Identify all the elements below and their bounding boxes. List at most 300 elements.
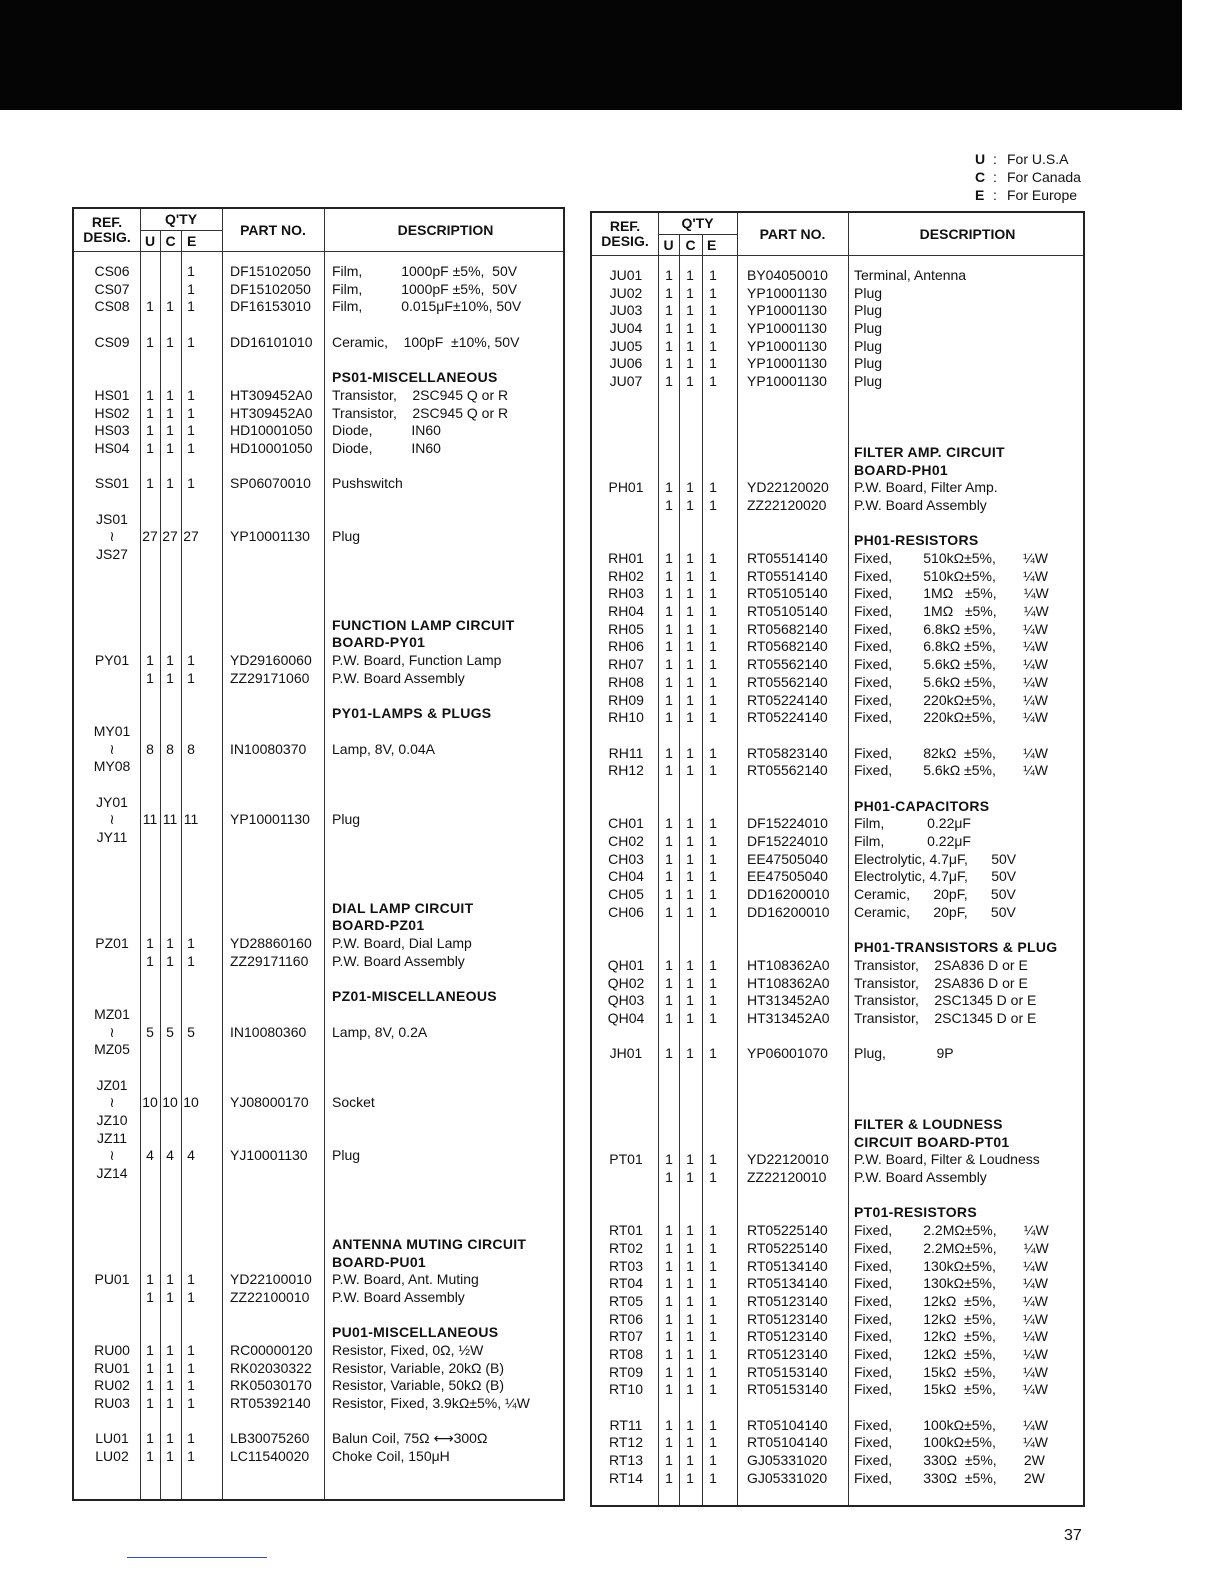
header-desig: DESIG. <box>601 233 649 249</box>
qty-c-cell: 1 <box>686 1434 694 1451</box>
table-row <box>74 263 563 281</box>
table-row <box>74 334 563 352</box>
description-cell: Fixed, 100kΩ±5%, ¼W <box>854 1434 1048 1451</box>
part-no-cell: YD22100010 <box>230 1271 312 1288</box>
qty-u-cell: 1 <box>146 952 154 969</box>
qty-u-cell: 1 <box>665 1328 673 1345</box>
qty-e-cell: 1 <box>709 267 717 283</box>
qty-u-cell: 1 <box>665 567 673 584</box>
section-heading: PH01-TRANSISTORS & PLUG <box>854 939 1058 956</box>
table-row <box>592 975 1083 993</box>
ref-desig-cell: MZ05 <box>94 1041 130 1058</box>
ref-desig-cell: JH01 <box>609 1045 643 1062</box>
table-row <box>74 935 563 953</box>
qty-u-cell: 1 <box>146 1271 154 1288</box>
qty-c-cell: 1 <box>166 1430 174 1447</box>
ref-desig-cell: RT07 <box>609 1328 643 1345</box>
table-row <box>592 497 1083 515</box>
qty-c-cell: 1 <box>166 386 174 403</box>
ref-desig-cell: RH04 <box>608 603 644 620</box>
table-row <box>592 1028 1083 1046</box>
header-description: DESCRIPTION <box>919 226 1016 242</box>
qty-c-cell: 1 <box>686 267 694 283</box>
description-cell: Transistor, 2SC945 Q or R <box>332 404 509 421</box>
ref-desig-cell: MY01 <box>93 722 131 739</box>
qty-c-cell: 1 <box>166 1288 174 1305</box>
ref-desig-cell: RH10 <box>608 709 644 726</box>
description-cell: Fixed, 12kΩ ±5%, ¼W <box>854 1310 1048 1327</box>
qty-u-cell: 1 <box>665 496 673 513</box>
qty-u-cell: 1 <box>665 1469 673 1486</box>
table-row <box>74 493 563 511</box>
description-cell: Socket <box>332 1094 375 1111</box>
qty-e-cell: 1 <box>709 691 717 708</box>
qty-c-cell: 1 <box>686 833 694 849</box>
qty-e-cell: 1 <box>187 439 195 456</box>
part-no-cell: YJ08000170 <box>230 1094 309 1111</box>
section-heading: PY01-LAMPS & PLUGS <box>332 705 492 722</box>
qty-e-cell: 10 <box>183 1094 199 1111</box>
description-cell: Pushswitch <box>332 475 403 492</box>
table-row <box>592 1381 1083 1399</box>
legend-colon: : <box>993 169 997 185</box>
section-heading: PT01-RESISTORS <box>854 1204 977 1221</box>
table-row <box>592 904 1083 922</box>
qty-c-cell: 1 <box>686 567 694 584</box>
ref-desig-cell: JZ01 <box>96 1076 128 1093</box>
ref-desig-cell: ≀ <box>109 1094 115 1111</box>
part-no-cell: DD16200010 <box>747 886 830 903</box>
table-row <box>592 1311 1083 1329</box>
qty-c-cell: 1 <box>686 1363 694 1380</box>
table-row <box>74 811 563 829</box>
qty-e-cell: 1 <box>709 1275 717 1292</box>
part-no-cell: RT05682140 <box>747 620 828 637</box>
qty-c-cell: 1 <box>166 333 174 350</box>
qty-c-cell: 1 <box>686 762 694 779</box>
ref-desig-cell: ≀ <box>109 811 115 828</box>
description-cell: Film, 0.22μF <box>854 833 971 849</box>
description-cell: Fixed, 2.2MΩ±5%, ¼W <box>854 1222 1049 1239</box>
qty-u-cell: 1 <box>146 1341 154 1358</box>
legend-row <box>975 186 1081 204</box>
qty-e-cell: 1 <box>187 333 195 350</box>
qty-e-cell: 1 <box>709 709 717 726</box>
qty-e-cell: 1 <box>187 386 195 403</box>
description-cell: P.W. Board Assembly <box>332 952 465 969</box>
ref-desig-cell: ≀ <box>109 528 115 545</box>
description-cell: Transistor, 2SC1345 D or E <box>854 1009 1037 1026</box>
table-row <box>592 815 1083 833</box>
qty-c-cell: 1 <box>686 850 694 867</box>
table-row <box>592 391 1083 409</box>
part-no-cell: RT05682140 <box>747 638 828 655</box>
part-no-cell: YJ10001130 <box>230 1147 308 1164</box>
section-heading: PH01-CAPACITORS <box>854 797 990 814</box>
qty-c-cell: 1 <box>166 404 174 421</box>
qty-u-cell: 1 <box>665 974 673 991</box>
qty-e-cell: 1 <box>709 355 717 372</box>
description-cell: Ceramic, 20pF, 50V <box>854 903 1016 920</box>
table-row <box>592 1293 1083 1311</box>
qty-u-cell: 1 <box>665 868 673 885</box>
description-cell: Resistor, Fixed, 0Ω, ½W <box>332 1341 484 1358</box>
section-heading: FILTER & LOUDNESS <box>854 1116 1003 1132</box>
qty-c-cell: 1 <box>686 1239 694 1256</box>
section-heading-row <box>74 1324 563 1342</box>
qty-e-cell: 1 <box>709 762 717 779</box>
qty-u-cell: 27 <box>142 528 158 545</box>
qty-u-cell: 1 <box>146 669 154 686</box>
qty-u-cell: 1 <box>665 1169 673 1186</box>
description-cell: P.W. Board, Dial Lamp <box>332 935 472 952</box>
legend-row <box>975 168 1081 186</box>
section-heading-row <box>592 1204 1083 1222</box>
table-row <box>74 1183 563 1201</box>
qty-e-cell: 1 <box>709 302 717 319</box>
qty-c-cell: 1 <box>686 1452 694 1469</box>
table-row <box>74 670 563 688</box>
part-no-cell: LB30075260 <box>230 1430 310 1447</box>
part-no-cell: RT05123140 <box>747 1345 828 1362</box>
table-row <box>592 1045 1083 1063</box>
part-no-cell: RT05514140 <box>747 550 828 566</box>
qty-e-cell: 1 <box>709 1381 717 1398</box>
description-cell: Plug <box>854 337 883 354</box>
qty-e-cell: 1 <box>709 850 717 867</box>
section-heading: BOARD-PU01 <box>332 1253 427 1270</box>
description-cell: Fixed, 330Ω ±5%, 2W <box>854 1469 1045 1486</box>
description-cell: Fixed, 12kΩ ±5%, ¼W <box>854 1292 1048 1309</box>
ref-desig-cell: HS03 <box>94 422 130 439</box>
qty-c-cell: 1 <box>686 320 694 337</box>
qty-u-cell: 1 <box>665 1045 673 1062</box>
qty-c-cell: 1 <box>686 1275 694 1292</box>
qty-c-cell: 1 <box>686 1345 694 1362</box>
part-no-cell: ZZ29171060 <box>230 669 310 686</box>
part-no-cell: HT313452A0 <box>747 1009 830 1026</box>
qty-u-cell: 1 <box>665 903 673 920</box>
description-cell: Plug <box>854 355 883 372</box>
table-row <box>592 426 1083 444</box>
table-row <box>592 568 1083 586</box>
header-part-no: PART NO. <box>240 222 306 238</box>
table-row <box>592 851 1083 869</box>
qty-u-cell: 1 <box>665 1363 673 1380</box>
part-no-cell: HD10001050 <box>230 439 313 456</box>
part-no-cell: RT05134140 <box>747 1257 828 1274</box>
ref-desig-cell: CS09 <box>94 333 130 350</box>
qty-c-cell: 1 <box>166 298 174 315</box>
description-cell: Fixed, 100kΩ±5%, ¼W <box>854 1416 1048 1433</box>
qty-u-cell: 1 <box>665 1009 673 1026</box>
qty-e-cell: 27 <box>183 528 199 545</box>
table-row <box>74 1024 563 1042</box>
description-cell: Fixed, 5.6kΩ ±5%, ¼W <box>854 673 1048 690</box>
qty-e-cell: 1 <box>709 656 717 673</box>
description-cell: Transistor, 2SC1345 D or E <box>854 992 1037 1009</box>
qty-c-cell: 1 <box>686 496 694 513</box>
part-no-cell: LC11540020 <box>230 1448 310 1465</box>
ref-desig-cell: JU04 <box>609 320 643 337</box>
ref-desig-cell: JU06 <box>609 355 643 372</box>
table-row <box>592 550 1083 568</box>
section-heading-row <box>74 369 563 387</box>
part-no-cell: HT309452A0 <box>230 386 313 403</box>
section-heading: PZ01-MISCELLANEOUS <box>332 988 497 1005</box>
qty-c-cell: 1 <box>686 479 694 496</box>
ref-desig-cell: RH01 <box>608 550 644 566</box>
part-no-cell: RT05224140 <box>747 691 828 708</box>
table-row <box>592 709 1083 727</box>
qty-c-cell: 1 <box>686 620 694 637</box>
qty-c-cell: 10 <box>162 1094 178 1111</box>
qty-u-cell: 1 <box>665 1257 673 1274</box>
ref-desig-cell: RT02 <box>609 1239 643 1256</box>
qty-c-cell: 1 <box>686 974 694 991</box>
description-cell: P.W. Board, Ant. Muting <box>332 1271 479 1288</box>
header-description: DESCRIPTION <box>397 222 494 238</box>
section-heading-row <box>592 462 1083 480</box>
qty-e-cell: 1 <box>709 1434 717 1451</box>
qty-c-cell: 1 <box>686 1169 694 1186</box>
part-no-cell: RC00000120 <box>230 1341 313 1358</box>
section-heading: DIAL LAMP CIRCUIT <box>332 899 474 916</box>
description-cell: Fixed, 15kΩ ±5%, ¼W <box>854 1363 1048 1380</box>
table-row <box>74 953 563 971</box>
qty-e-cell: 1 <box>709 673 717 690</box>
qty-u-cell: 1 <box>665 267 673 283</box>
part-no-cell: RT05123140 <box>747 1310 828 1327</box>
qty-e-cell: 1 <box>709 373 717 390</box>
qty-c-cell: 1 <box>686 1292 694 1309</box>
description-cell: Fixed, 130kΩ±5%, ¼W <box>854 1257 1048 1274</box>
qty-c-cell: 1 <box>166 439 174 456</box>
table-row <box>74 723 563 741</box>
ref-desig-cell: SS01 <box>94 475 130 492</box>
part-no-cell: YD22120020 <box>747 479 829 496</box>
qty-e-cell: 1 <box>187 475 195 492</box>
description-cell: Plug <box>854 302 883 319</box>
qty-c-cell: 1 <box>686 1045 694 1062</box>
section-heading-row <box>592 444 1083 462</box>
description-cell: Film, 0.22μF <box>854 815 971 832</box>
table-row <box>592 1098 1083 1116</box>
qty-c-cell: 27 <box>162 528 178 545</box>
part-no-cell: RT05823140 <box>747 744 828 761</box>
qty-u-cell: 1 <box>665 886 673 903</box>
table-row <box>74 475 563 493</box>
qty-u-cell: 1 <box>665 337 673 354</box>
table-row <box>74 829 563 847</box>
qty-u-cell: 1 <box>146 1395 154 1411</box>
qty-u-cell: 10 <box>142 1094 158 1111</box>
qty-c-cell: 1 <box>686 656 694 673</box>
table-row <box>592 320 1083 338</box>
qty-u-cell: 1 <box>665 620 673 637</box>
ref-desig-cell: RT08 <box>609 1345 643 1362</box>
qty-c-cell: 1 <box>686 638 694 655</box>
ref-desig-cell: QH02 <box>607 974 645 991</box>
ref-desig-cell: RH02 <box>608 567 644 584</box>
table-row <box>74 1077 563 1095</box>
part-no-cell: YP10001130 <box>747 373 827 390</box>
qty-c-cell: 1 <box>686 673 694 690</box>
qty-e-cell: 1 <box>187 652 195 669</box>
ref-desig-cell: RT11 <box>609 1416 643 1433</box>
qty-e-cell: 1 <box>709 868 717 885</box>
qty-c-cell: 1 <box>686 1328 694 1345</box>
legend-colon: : <box>993 187 997 203</box>
ref-desig-cell: PY01 <box>94 652 130 669</box>
description-cell: Lamp, 8V, 0.04A <box>332 740 436 757</box>
section-heading: PS01-MISCELLANEOUS <box>332 369 498 386</box>
table-row <box>74 741 563 759</box>
table-row <box>74 1165 563 1183</box>
qty-u-cell: 1 <box>665 284 673 301</box>
part-no-cell: IN10080360 <box>230 1023 307 1040</box>
ref-desig-cell: LU02 <box>95 1448 129 1465</box>
header-u: U <box>663 237 674 253</box>
ref-desig-cell: CH01 <box>608 815 644 832</box>
section-heading-row <box>74 1254 563 1272</box>
qty-e-cell: 8 <box>187 740 195 757</box>
ref-desig-cell: RT09 <box>609 1363 643 1380</box>
description-cell: Film, 1000pF ±5%, 50V <box>332 280 518 297</box>
part-no-cell: DD16200010 <box>747 903 830 920</box>
description-cell: Electrolytic, 4.7μF, 50V <box>854 850 1017 867</box>
qty-c-cell: 1 <box>686 691 694 708</box>
part-no-cell: HT108362A0 <box>747 974 830 991</box>
qty-e-cell: 1 <box>709 496 717 513</box>
part-no-cell: HD10001050 <box>230 422 313 439</box>
table-row <box>74 1059 563 1077</box>
qty-e-cell: 1 <box>187 298 195 315</box>
table-row <box>592 1169 1083 1187</box>
qty-e-cell: 1 <box>709 1416 717 1433</box>
qty-e-cell: 1 <box>709 1363 717 1380</box>
table-row <box>74 1147 563 1165</box>
ref-desig-cell: RH05 <box>608 620 644 637</box>
ref-desig-cell: HS01 <box>94 386 130 403</box>
description-cell: Fixed, 220kΩ±5%, ¼W <box>854 691 1048 708</box>
header-divider <box>74 251 563 252</box>
table-row <box>592 656 1083 674</box>
qty-e-cell: 1 <box>709 638 717 655</box>
qty-e-cell: 1 <box>709 956 717 973</box>
qty-e-cell: 1 <box>187 669 195 686</box>
part-no-cell: RT05153140 <box>747 1363 828 1380</box>
description-cell: Fixed, 1MΩ ±5%, ¼W <box>854 585 1049 602</box>
qty-u-cell: 1 <box>146 652 154 669</box>
header-c: C <box>685 237 696 253</box>
table-row <box>74 564 563 582</box>
table-row <box>592 1063 1083 1081</box>
qty-c-cell: 1 <box>166 1448 174 1465</box>
header-ref: REF. <box>609 218 641 234</box>
ref-desig-cell: RU00 <box>94 1341 130 1358</box>
description-cell: P.W. Board, Function Lamp <box>332 652 502 669</box>
part-no-cell: RT05392140 <box>230 1395 311 1411</box>
qty-c-cell: 1 <box>686 1257 694 1274</box>
part-no-cell: YP06001070 <box>747 1045 828 1062</box>
description-cell: Ceramic, 100pF ±10%, 50V <box>332 333 520 350</box>
qty-c-cell: 1 <box>686 1310 694 1327</box>
legend-label: For Europe <box>1007 187 1078 203</box>
qty-divider <box>140 230 222 231</box>
ref-desig-cell: ≀ <box>109 740 115 757</box>
qty-c-cell: 11 <box>162 811 178 828</box>
ref-desig-cell: RT10 <box>609 1381 643 1398</box>
qty-u-cell: 1 <box>665 1381 673 1398</box>
qty-c-cell: 1 <box>686 744 694 761</box>
qty-c-cell: 1 <box>166 1271 174 1288</box>
header-ref: REF. <box>91 214 123 230</box>
header-divider <box>592 255 1083 256</box>
description-cell: Fixed, 12kΩ ±5%, ¼W <box>854 1345 1048 1362</box>
table-row <box>592 921 1083 939</box>
description-cell: P.W. Board, Filter Amp. <box>854 479 998 496</box>
qty-c-cell: 4 <box>166 1147 174 1164</box>
description-cell: Resistor, Fixed, 3.9kΩ±5%, ¼W <box>332 1395 530 1411</box>
qty-c-cell: 8 <box>166 740 174 757</box>
part-no-cell: YD29160060 <box>230 652 312 669</box>
section-heading: BOARD-PH01 <box>854 461 949 478</box>
header-c: C <box>165 233 176 249</box>
ref-desig-cell: JZ14 <box>96 1165 128 1182</box>
qty-e-cell: 1 <box>187 1341 195 1358</box>
part-no-cell: RT05123140 <box>747 1292 828 1309</box>
region-legend <box>975 150 1081 204</box>
description-cell: Terminal, Antenna <box>854 267 967 283</box>
qty-e-cell: 1 <box>709 903 717 920</box>
ref-desig-cell: JZ11 <box>96 1129 128 1146</box>
section-heading: CIRCUIT BOARD-PT01 <box>854 1133 1010 1150</box>
table-row <box>592 267 1083 285</box>
header-desig: DESIG. <box>83 229 131 245</box>
qty-e-cell: 1 <box>187 1448 195 1465</box>
table-row <box>592 745 1083 763</box>
part-no-cell: DD16101010 <box>230 333 313 350</box>
qty-u-cell: 1 <box>665 373 673 390</box>
qty-c-cell: 1 <box>166 422 174 439</box>
table-row <box>74 1112 563 1130</box>
table-body <box>592 267 1083 1487</box>
part-no-cell: EE47505040 <box>747 868 828 885</box>
table-row <box>74 1395 563 1413</box>
qty-c-cell: 1 <box>686 956 694 973</box>
qty-u-cell: 1 <box>665 956 673 973</box>
ref-desig-cell: JS27 <box>96 546 128 562</box>
description-cell: Plug <box>854 373 883 390</box>
ref-desig-cell: RH03 <box>608 585 644 602</box>
qty-u-cell: 1 <box>665 479 673 496</box>
qty-e-cell: 1 <box>187 1395 195 1411</box>
table-row <box>592 886 1083 904</box>
qty-u-cell: 1 <box>665 1310 673 1327</box>
qty-e-cell: 1 <box>187 422 195 439</box>
qty-u-cell: 8 <box>146 740 154 757</box>
description-cell: Fixed, 510kΩ±5%, ¼W <box>854 550 1048 566</box>
ref-desig-cell: QH03 <box>607 992 645 1009</box>
ref-desig-cell: HS02 <box>94 404 130 421</box>
table-row <box>592 1081 1083 1099</box>
legend-code: U <box>975 151 986 167</box>
ref-desig-cell: RT01 <box>609 1222 643 1239</box>
header-banner <box>0 0 1182 110</box>
description-cell: P.W. Board Assembly <box>854 496 987 513</box>
ref-desig-cell: CS06 <box>94 263 130 279</box>
